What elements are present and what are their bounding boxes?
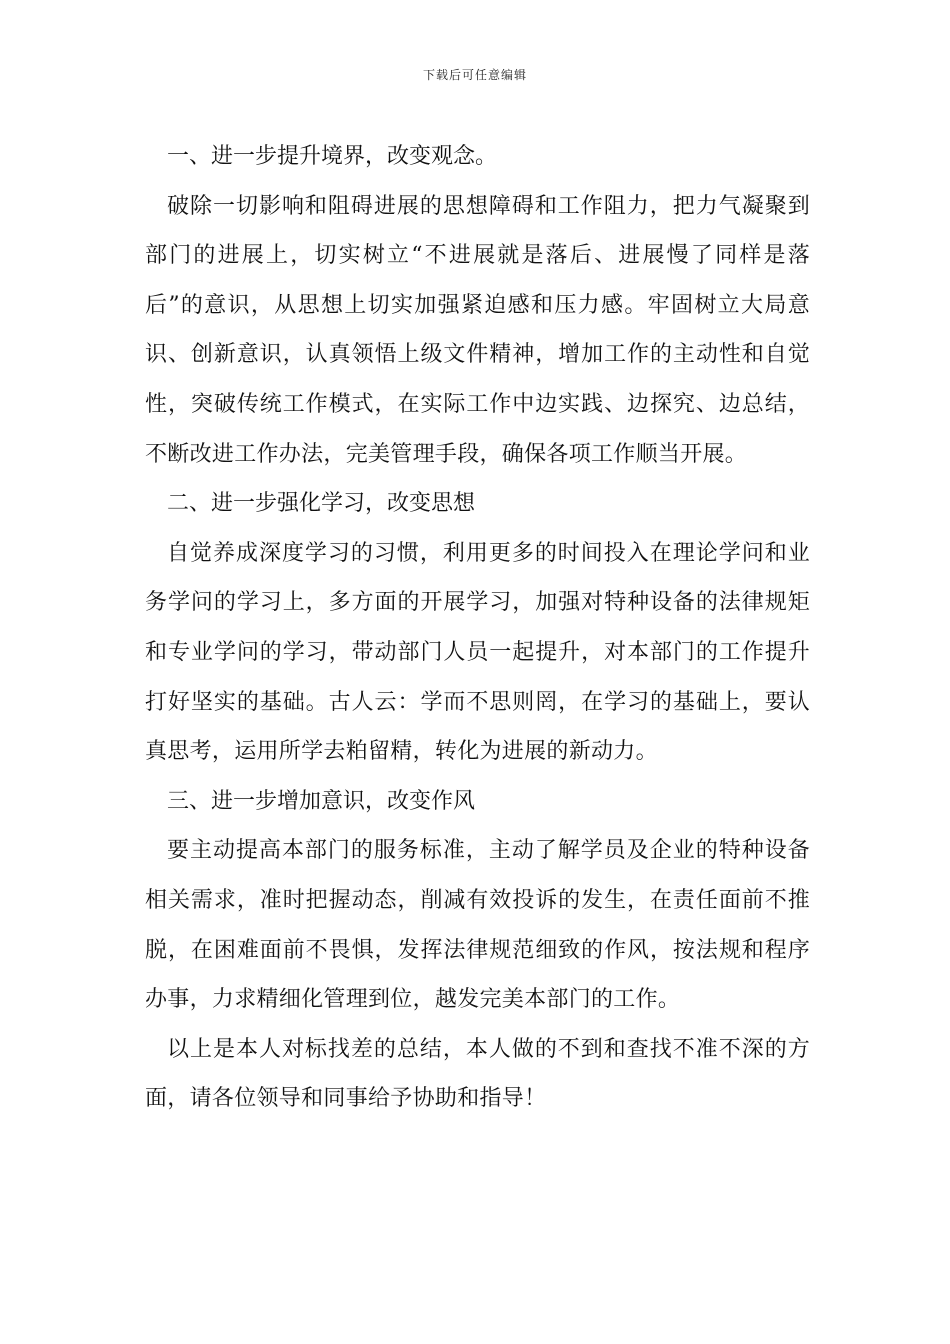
section-1-heading: 一、进一步提升境界，改变观念。 (167, 144, 498, 169)
section-2-paragraph: 自觉养成深度学习的习惯，利用更多的时间投入在理论学问和业务学问的学习上，多方面的开展学习，加强对特种设备的法律规矩和专业学问的学习，带动部门人员一起提升，对本部门的工作提升打好坚实的基础。古人云：学而不思则罔，在学习的基础上，要认真思考，运用所学去粕留精，转化为进展的新动力。 (145, 540, 810, 765)
page-header-note: 下载后可任意编辑 (422, 68, 527, 82)
document-body (145, 132, 810, 1124)
section-2-heading: 二、进一步强化学习，改变思想 (167, 491, 476, 517)
section-3-paragraph: 要主动提高本部门的服务标准，主动了解学员及企业的特种设备相关需求，准时把握动态，削减有效投诉的发生，在责任面前不推脱，在困难面前不畏惧，发挥法律规范细致的作风，按法规和程序办事，力求精细化管理到位，越发完美本部门的工作。 (145, 838, 810, 1013)
section-1-paragraph: 破除一切影响和阻碍进展的思想障碍和工作阻力，把力气凝聚到部门的进展上，切实树立“不进展就是落后、进展慢了同样是落后”的意识，从思想上切实加强紧迫感和压力感。牢固树立大局意识、创新意识，认真领悟上级文件精神，增加工作的主动性和自觉性，突破传统工作模式，在实际工作中边实践、边探究、边总结，不断改进工作办法，完美管理手段，确保各项工作顺当开展。 (145, 193, 810, 467)
closing-paragraph: 以上是本人对标找差的总结，本人做的不到和查找不准不深的方面，请各位领导和同事给予协助和指导！ (145, 1036, 810, 1112)
section-3-heading: 三、进一步增加意识，改变作风 (167, 788, 476, 814)
